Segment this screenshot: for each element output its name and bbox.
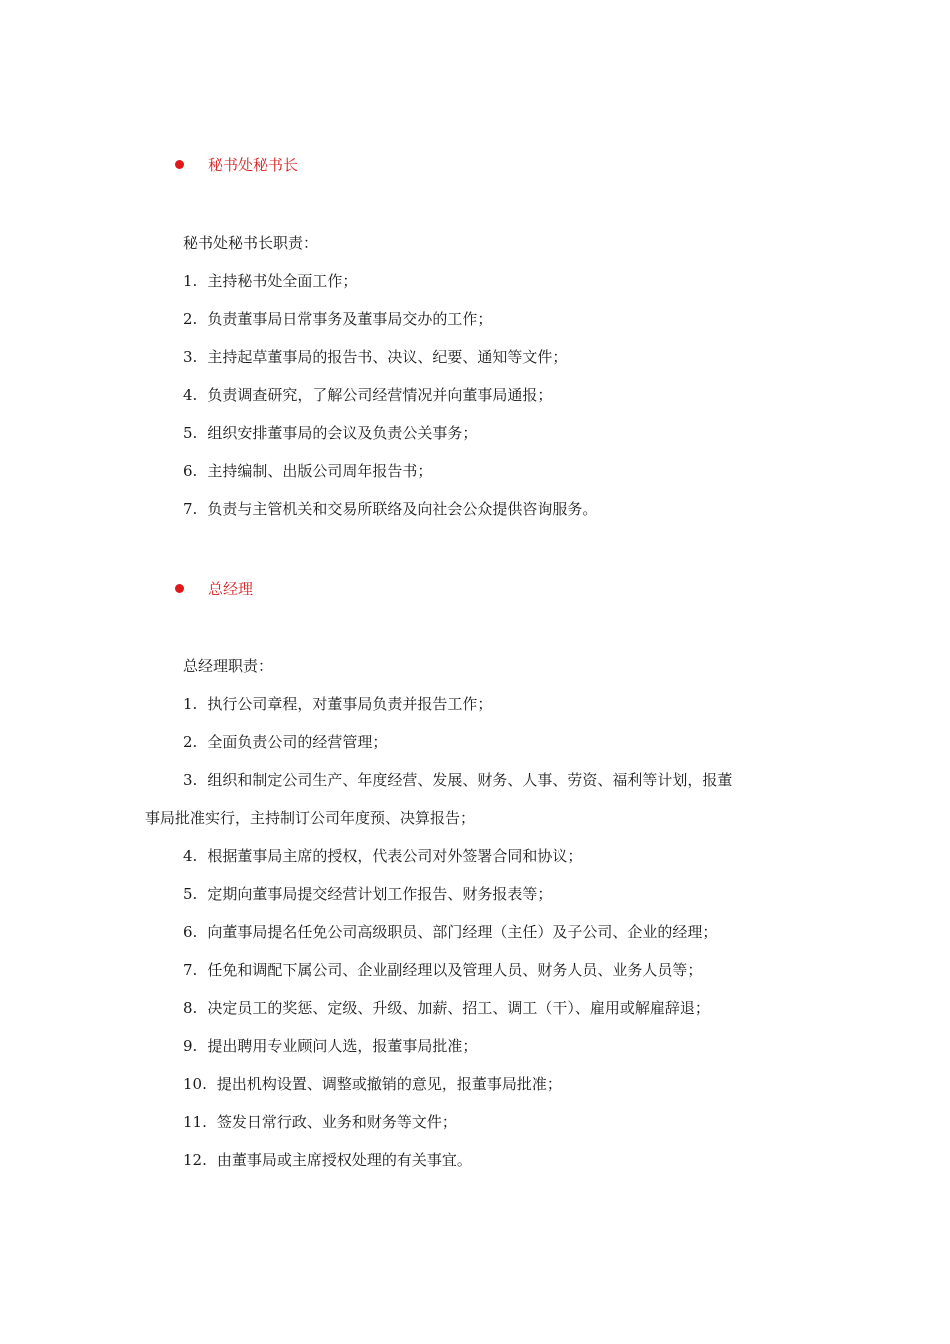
item-number: 8. xyxy=(183,999,198,1017)
list-item xyxy=(183,1074,562,1094)
heading-text: 秘书处秘书长 xyxy=(208,155,299,174)
list-item xyxy=(183,884,552,904)
list-item xyxy=(183,271,357,291)
item-number: 1. xyxy=(183,272,198,290)
list-item xyxy=(183,998,710,1018)
item-text: 提出聘用专业顾问人选，报董事局批准； xyxy=(207,1037,478,1055)
item-number: 3. xyxy=(183,771,198,789)
list-item xyxy=(183,960,702,980)
list-item xyxy=(183,309,492,329)
list-item xyxy=(183,694,492,714)
item-text: 主持秘书处全面工作； xyxy=(207,272,358,290)
item-text: 主持编制、出版公司周年报告书； xyxy=(207,462,433,480)
item-text: 全面负责公司的经营管理； xyxy=(207,733,388,751)
list-item xyxy=(183,846,582,866)
bullet-icon xyxy=(175,584,184,593)
list-item xyxy=(183,1036,477,1056)
item-text: 根据董事局主席的授权，代表公司对外签署合同和协议； xyxy=(207,847,583,865)
item-number: 5. xyxy=(183,424,198,442)
item-number: 2. xyxy=(183,733,198,751)
bullet-icon xyxy=(175,160,184,169)
item-number: 11. xyxy=(183,1113,207,1131)
section-intro: 总经理职责： xyxy=(183,657,274,675)
list-item-continuation: 事局批准实行，主持制订公司年度预、决算报告； xyxy=(145,809,476,827)
list-item xyxy=(183,922,717,942)
item-number: 3. xyxy=(183,348,198,366)
item-text: 定期向董事局提交经营计划工作报告、财务报表等； xyxy=(207,885,553,903)
item-text: 决定员工的奖惩、定级、升级、加薪、招工、调工（干）、雇用或解雇辞退； xyxy=(207,999,710,1017)
item-number: 1. xyxy=(183,695,198,713)
item-text: 执行公司章程，对董事局负责并报告工作； xyxy=(207,695,493,713)
item-number: 7. xyxy=(183,961,198,979)
item-text: 组织和制定公司生产、年度经营、发展、财务、人事、劳资、福利等计划，报董 xyxy=(207,771,733,789)
list-item xyxy=(183,385,552,405)
item-text: 签发日常行政、业务和财务等文件； xyxy=(216,1113,457,1131)
section-heading-secretary-general xyxy=(175,152,298,176)
item-number: 5. xyxy=(183,885,198,903)
list-item xyxy=(183,347,567,367)
item-number: 6. xyxy=(183,462,198,480)
item-text: 主持起草董事局的报告书、决议、纪要、通知等文件； xyxy=(207,348,568,366)
item-number: 10. xyxy=(183,1075,207,1093)
item-number: 2. xyxy=(183,310,198,328)
item-number: 9. xyxy=(183,1037,198,1055)
heading-text: 总经理 xyxy=(208,579,254,598)
item-text: 负责董事局日常事务及董事局交办的工作； xyxy=(207,310,493,328)
list-item xyxy=(183,1112,457,1132)
item-text: 提出机构设置、调整或撤销的意见，报董事局批准； xyxy=(216,1075,562,1093)
list-item xyxy=(183,461,432,481)
list-item xyxy=(183,732,387,752)
item-text: 向董事局提名任免公司高级职员、部门经理（主任）及子公司、企业的经理； xyxy=(207,923,718,941)
list-item xyxy=(183,499,597,519)
section-heading-general-manager xyxy=(175,576,253,600)
list-item xyxy=(183,770,732,790)
item-number: 4. xyxy=(183,847,198,865)
list-item xyxy=(183,1150,472,1170)
item-text: 负责调查研究，了解公司经营情况并向董事局通报； xyxy=(207,386,553,404)
item-number: 6. xyxy=(183,923,198,941)
list-item xyxy=(183,423,477,443)
item-text: 由董事局或主席授权处理的有关事宜。 xyxy=(216,1151,472,1169)
item-number: 7. xyxy=(183,500,198,518)
item-text: 负责与主管机关和交易所联络及向社会公众提供咨询服务。 xyxy=(207,500,598,518)
item-text: 任免和调配下属公司、企业副经理以及管理人员、财务人员、业务人员等； xyxy=(207,961,703,979)
section-intro: 秘书处秘书长职责： xyxy=(183,234,319,252)
item-text: 组织安排董事局的会议及负责公关事务； xyxy=(207,424,478,442)
item-number: 12. xyxy=(183,1151,207,1169)
item-number: 4. xyxy=(183,386,198,404)
